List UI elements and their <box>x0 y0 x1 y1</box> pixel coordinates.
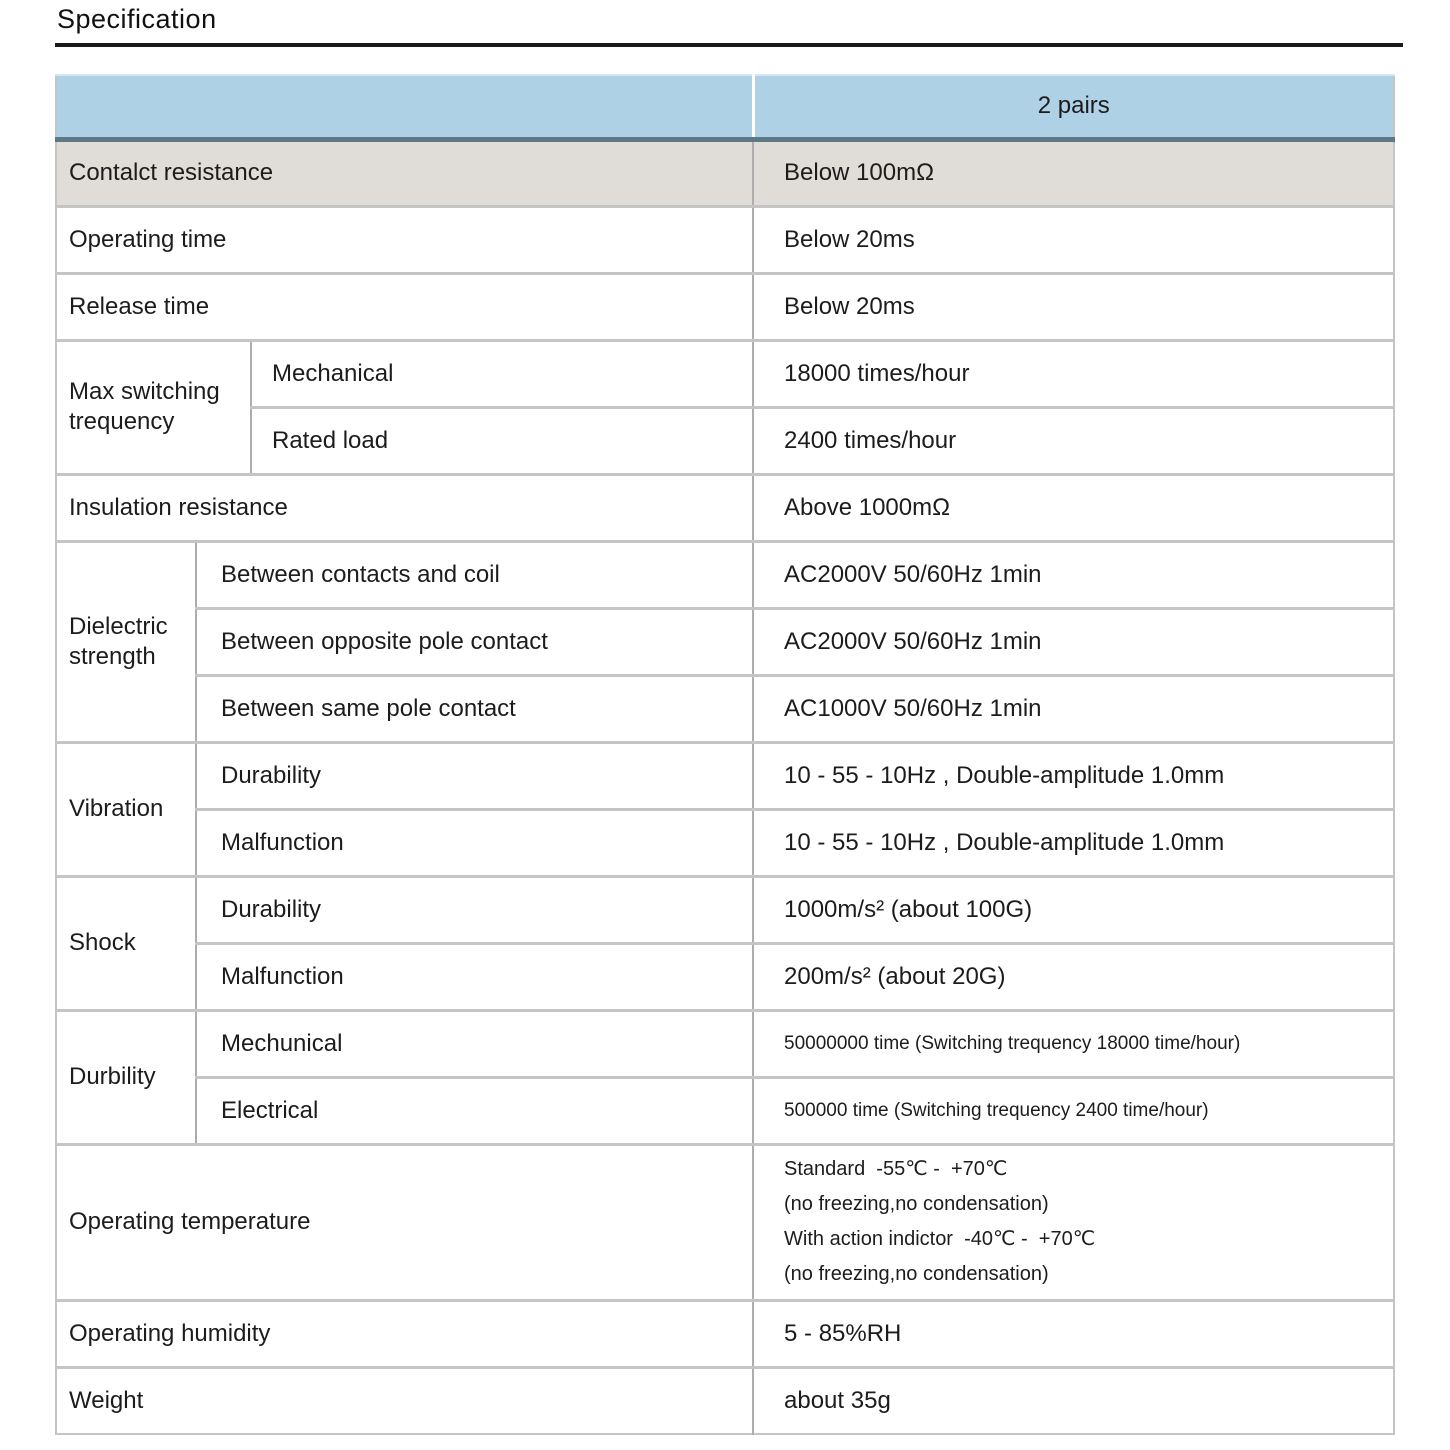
group-label-vibration: Vibration <box>56 742 196 876</box>
sublabel-max-switching-rated-load: Rated load <box>251 407 753 474</box>
value-durability-electrical: 500000 time (Switching trequency 2400 time/hour) <box>753 1077 1394 1144</box>
value-operating-time: Below 20ms <box>753 206 1394 273</box>
sublabel-dielectric-same-pole: Between same pole contact <box>196 675 753 742</box>
row-insulation-resistance <box>56 474 1394 541</box>
value-max-switching-rated-load: 2400 times/hour <box>753 407 1394 474</box>
label-operating-temperature: Operating temperature <box>56 1144 753 1300</box>
label-insulation-resistance: Insulation resistance <box>56 474 753 541</box>
sublabel-durability-mechanical: Mechunical <box>196 1010 753 1077</box>
row-max-switching-mechanical <box>56 340 1394 407</box>
sublabel-shock-durability: Durability <box>196 876 753 943</box>
row-contact-resistance <box>56 139 1394 206</box>
value-dielectric-contacts-coil: AC2000V 50/60Hz 1min <box>753 541 1394 608</box>
row-operating-temperature <box>56 1144 1394 1300</box>
row-weight <box>56 1367 1394 1434</box>
label-operating-humidity: Operating humidity <box>56 1300 753 1367</box>
row-durability-electrical <box>56 1077 1394 1144</box>
value-insulation-resistance: Above 1000mΩ <box>753 474 1394 541</box>
value-shock-durability: 1000m/s² (about 100G) <box>753 876 1394 943</box>
row-shock-malfunction <box>56 943 1394 1010</box>
label-contact-resistance: Contalct resistance <box>56 139 753 206</box>
temperature-line-standard-note: (no freezing,no condensation) <box>784 1193 1049 1215</box>
sublabel-dielectric-opposite-pole: Between opposite pole contact <box>196 608 753 675</box>
sublabel-max-switching-mechanical: Mechanical <box>251 340 753 407</box>
header-pairs-cell: 2 pairs <box>753 75 1394 139</box>
temperature-line-standard: Standard -55℃ - +70℃ <box>784 1158 1008 1180</box>
value-vibration-malfunction: 10 - 55 - 10Hz , Double-amplitude 1.0mm <box>753 809 1394 876</box>
value-dielectric-same-pole: AC1000V 50/60Hz 1min <box>753 675 1394 742</box>
page-title: Specification <box>57 4 217 34</box>
label-operating-time: Operating time <box>56 206 753 273</box>
label-release-time: Release time <box>56 273 753 340</box>
table-header-row <box>56 75 1394 139</box>
row-operating-time <box>56 206 1394 273</box>
row-vibration-malfunction <box>56 809 1394 876</box>
sublabel-vibration-malfunction: Malfunction <box>196 809 753 876</box>
value-max-switching-mechanical: 18000 times/hour <box>753 340 1394 407</box>
row-max-switching-rated-load <box>56 407 1394 474</box>
sublabel-durability-electrical: Electrical <box>196 1077 753 1144</box>
row-dielectric-same-pole <box>56 675 1394 742</box>
row-release-time <box>56 273 1394 340</box>
value-weight: about 35g <box>753 1367 1394 1434</box>
sublabel-shock-malfunction: Malfunction <box>196 943 753 1010</box>
row-operating-humidity <box>56 1300 1394 1367</box>
sublabel-vibration-durability: Durability <box>196 742 753 809</box>
group-label-max-switching: Max switching trequency <box>56 340 251 474</box>
row-dielectric-opposite-pole <box>56 608 1394 675</box>
row-dielectric-contacts-coil <box>56 541 1394 608</box>
value-operating-humidity: 5 - 85%RH <box>753 1300 1394 1367</box>
header-empty-cell <box>56 75 753 139</box>
value-durability-mechanical: 50000000 time (Switching trequency 18000 time/hour) <box>753 1010 1394 1077</box>
value-operating-temperature <box>753 1144 1394 1300</box>
title-divider <box>55 43 1403 47</box>
group-label-shock: Shock <box>56 876 196 1010</box>
sublabel-dielectric-contacts-coil: Between contacts and coil <box>196 541 753 608</box>
temperature-line-indicator-note: (no freezing,no condensation) <box>784 1263 1049 1285</box>
value-vibration-durability: 10 - 55 - 10Hz , Double-amplitude 1.0mm <box>753 742 1394 809</box>
row-shock-durability <box>56 876 1394 943</box>
value-shock-malfunction: 200m/s² (about 20G) <box>753 943 1394 1010</box>
label-weight: Weight <box>56 1367 753 1434</box>
group-label-dielectric-strength: Dielectric strength <box>56 541 196 742</box>
value-dielectric-opposite-pole: AC2000V 50/60Hz 1min <box>753 608 1394 675</box>
row-vibration-durability <box>56 742 1394 809</box>
specification-table <box>55 74 1395 1435</box>
value-contact-resistance: Below 100mΩ <box>753 139 1394 206</box>
value-release-time: Below 20ms <box>753 273 1394 340</box>
temperature-line-indicator: With action indictor -40℃ - +70℃ <box>784 1228 1096 1250</box>
group-label-durability: Durbility <box>56 1010 196 1144</box>
row-durability-mechanical <box>56 1010 1394 1077</box>
